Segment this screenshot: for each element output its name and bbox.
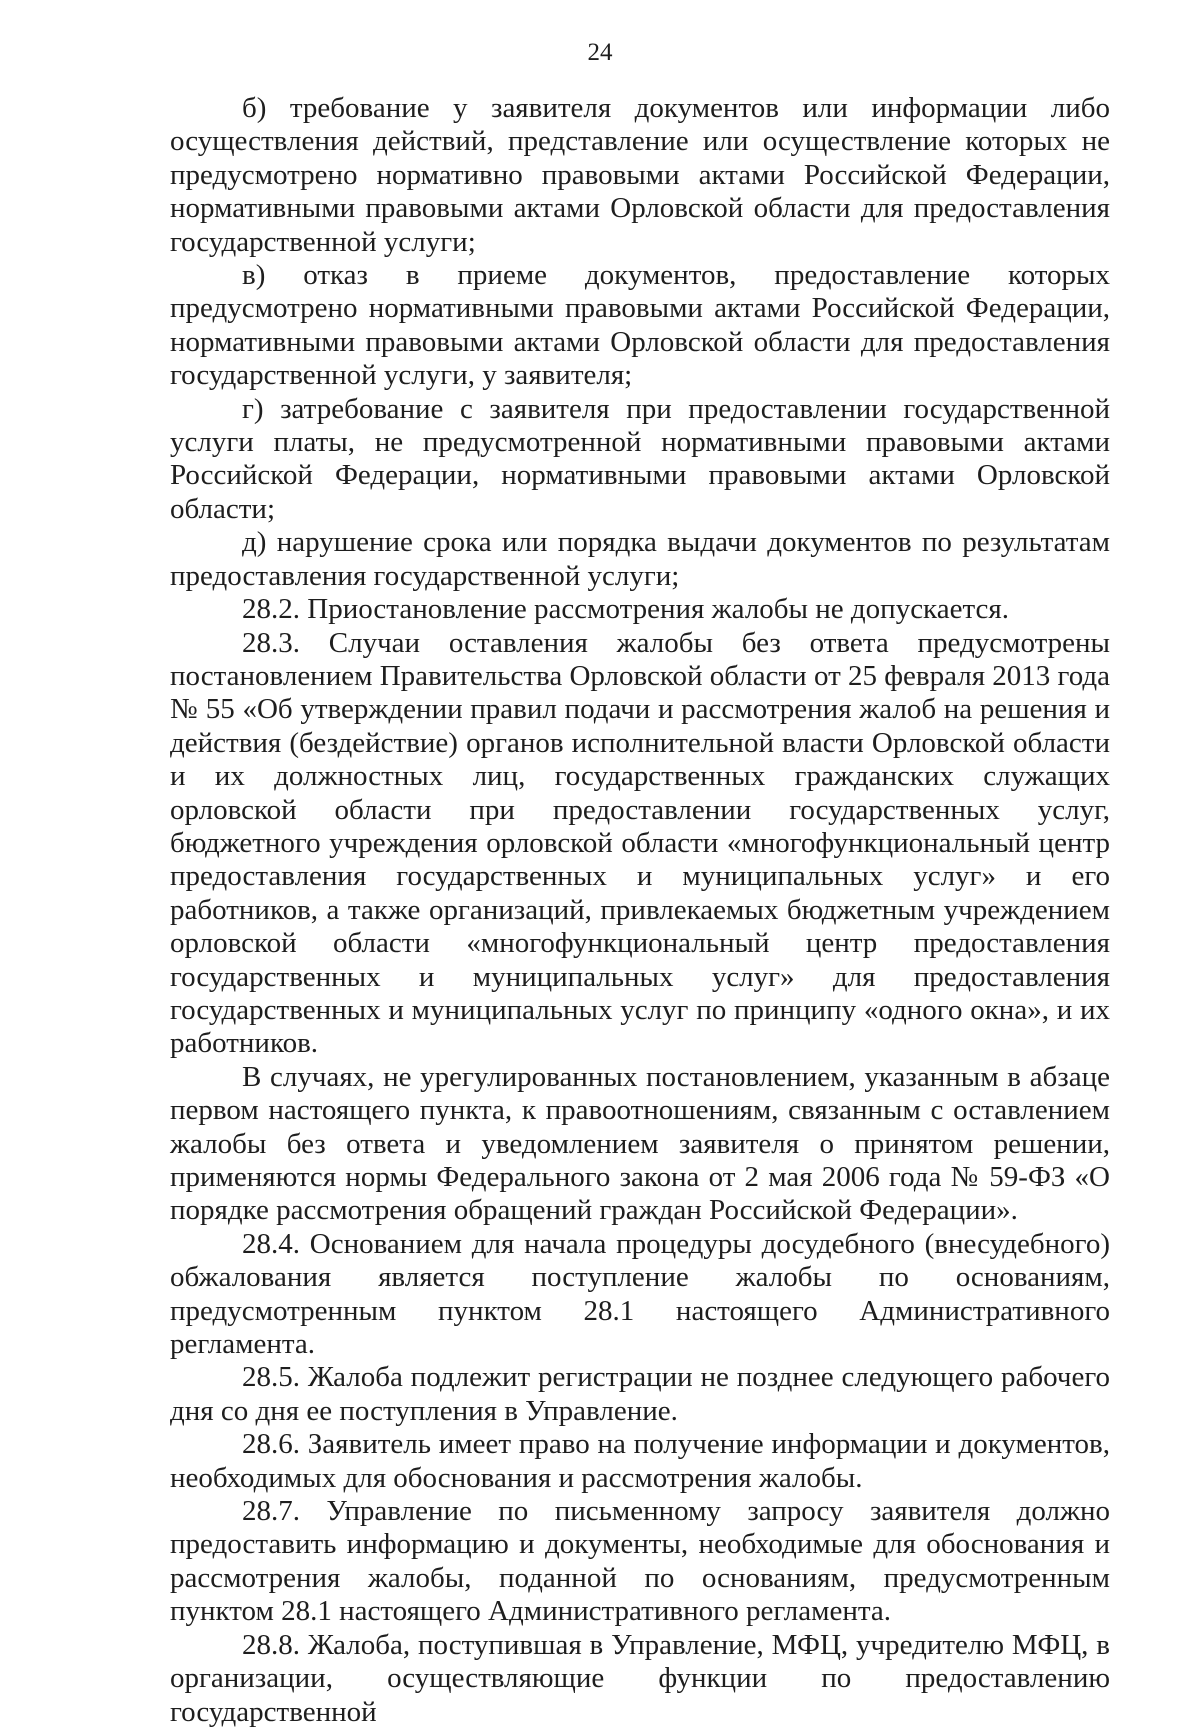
paragraph-28-4: 28.4. Основанием для начала процедуры досудебного (внесудебного) обжалования является поступление жалобы по основаниям, предусмотренным пунктом 28.1 настоящего Административного регламента.: [170, 1227, 1110, 1361]
paragraph-item-v: в) отказ в приеме документов, предоставление которых предусмотрено нормативными правовыми актами Российской Федерации, нормативными правовыми актами Орловской области для предоставления государственной услуги, у заявителя;: [170, 259, 1110, 392]
paragraph-28-7: 28.7. Управление по письменному запросу заявителя должно предоставить информацию и документы, необходимые для обоснования и рассмотрения жалобы, поданной по основаниям, предусмотренным пунктом 28.1 настоящего Административного регламента.: [170, 1495, 1110, 1628]
page-number: 24: [587, 39, 613, 66]
paragraph-28-3-continued: В случаях, не урегулированных постановлением, указанным в абзаце первом настоящего пункта, к правоотношениям, связанным с оставлением жалобы без ответа и уведомлением заявителя о принятом решении, применяются нормы Федерального закона от 2 мая 2006 года № 59-ФЗ «О порядке рассмотрения обращений граждан Российской Федерации».: [170, 1060, 1110, 1227]
paragraph-item-g: г) затребование с заявителя при предоставлении государственной услуги платы, не предусмотренной нормативными правовыми актами Российской Федерации, нормативными правовыми актами Орловской области;: [170, 392, 1110, 525]
paragraph-28-8: 28.8. Жалоба, поступившая в Управление, МФЦ, учредителю МФЦ, в организации, осуществляющие функции по предоставлению государственной: [170, 1628, 1110, 1728]
paragraph-28-6: 28.6. Заявитель имеет право на получение информации и документов, необходимых для обоснования и рассмотрения жалобы.: [170, 1428, 1110, 1494]
paragraph-28-2: 28.2. Приостановление рассмотрения жалобы не допускается.: [242, 593, 1009, 626]
paragraph-item-d: д) нарушение срока или порядка выдачи документов по результатам предоставления государственной услуги;: [170, 526, 1110, 592]
document-body: [170, 92, 1110, 1729]
paragraph-item-b: б) требование у заявителя документов или информации либо осуществления действий, представление или осуществление которых не предусмотрено нормативно правовыми актами Российской Федерации, нормативными правовыми актами Орловской области для предоставления государственной услуги;: [170, 92, 1110, 258]
paragraph-28-5: 28.5. Жалоба подлежит регистрации не позднее следующего рабочего дня со дня ее поступления в Управление.: [170, 1361, 1110, 1427]
paragraph-28-3: 28.3. Случаи оставления жалобы без ответа предусмотрены постановлением Правительства Орловской области от 25 февраля 2013 года № 55 «Об утверждении правил подачи и рассмотрения жалоб на решения и действия (бездействие) органов исполнительной власти Орловской области и их должностных лиц, государственных гражданских служащих орловской области при предоставлении государственных услуг, бюджетного учреждения орловской области «многофункциональный центр предоставления государственных и муниципальных услуг» и его работников, а также организаций, привлекаемых бюджетным учреждением орловской области «многофункциональный центр предоставления государственных и муниципальных услуг» для предоставления государственных и муниципальных услуг по принципу «одного окна», и их работников.: [170, 626, 1110, 1060]
